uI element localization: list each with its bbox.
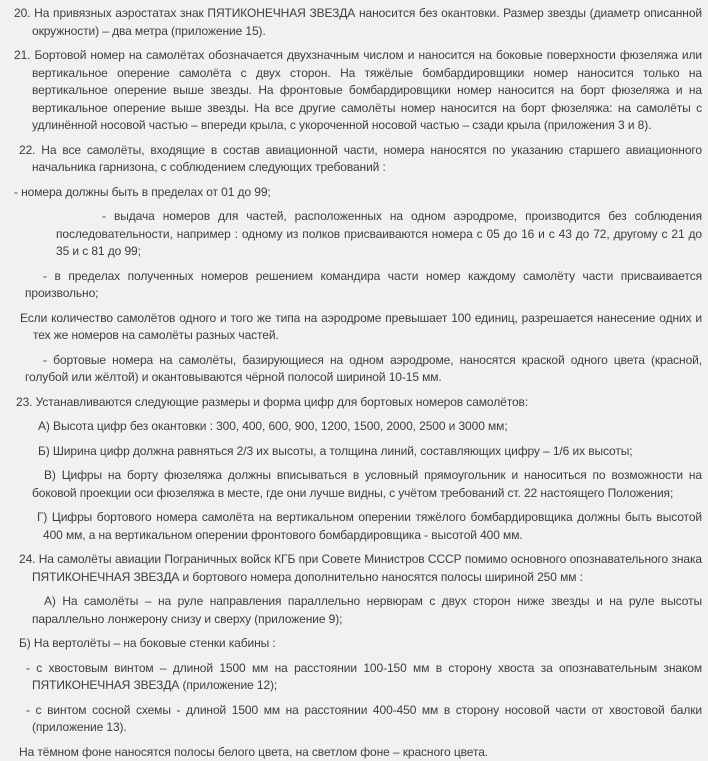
paragraph-item-23: 23. Устанавливаются следующие размеры и форма цифр для бортовых номеров самолётов: xyxy=(16,394,529,409)
paragraph-item-22-dash-1: - номера должны быть в пределах от 01 до 99; xyxy=(14,184,271,199)
paragraph-item-22-note: Если количество самолётов одного и того же типа на аэродроме превышает 100 единиц, разрешается нанесение одних и тех же номеров на самолёты разных частей. xyxy=(20,310,702,342)
paragraph-item-22: 22. На все самолёты, входящие в состав авиационной части, номера наносятся по указанию старшего авиационного начальника гарнизона, с соблюдением следующих требований : xyxy=(19,142,702,174)
paragraph-item-22-dash-2: - выдача номеров для частей, расположенных на одном аэродроме, производится без соблюдения последовательности, например : одному из полков присваиваются номера с 05 до 16 и с 43 до 72, другому с 21 до 35 и с 81 до 99; xyxy=(56,209,702,258)
paragraph-item-21: 21. Бортовой номер на самолётах обозначается двухзначным числом и наносится на боковые поверхности фюзеляжа или вертикальное оперение самолёта с двух сторон. На тяжёлые бомбардировщики номер наносится только на вертикальное оперение выше звезды. На фронтовые бомбардировщики номер наносится на борт фюзеляжа и на вертикальное оперение выше звезды. На все другие самолёты номер наносится на борт фюзеляжа: на самолёты с удлинённой носовой частью – впереди крыла, с укороченной носовой частью – сзади крыла (приложения 3 и 8). xyxy=(14,48,702,132)
paragraph-item-23-a: А) Высота цифр без окантовки : 300, 400, 600, 900, 1200, 1500, 2000, 2500 и 3000 мм; xyxy=(38,419,508,433)
paragraph-item-23-b: Б) Ширина цифр должна равняться 2/3 их высоты, а толщина линий, составляющих цифру – 1/6 их высоты; xyxy=(38,443,633,458)
paragraph-item-22-dash-3: - в пределах полученных номеров решением командира части номер каждому самолёту части присваивается произвольно; xyxy=(25,268,702,300)
paragraph-item-24-dash-1: - с хвостовым винтом – длиной 1500 мм на расстоянии 100-150 мм в сторону хвоста за опознавательным знаком ПЯТИКОНЕЧНАЯ ЗВЕЗДА (приложение 12); xyxy=(26,660,702,692)
paragraph-item-20: 20. На привязных аэростатах знак ПЯТИКОНЕЧНАЯ ЗВЕЗДА наносится без окантовки. Размер звезды (диаметр описанной окружности) – два метра (приложение 15). xyxy=(14,6,702,38)
paragraph-item-24-dash-2: - с винтом сосной схемы - длиной 1500 мм на расстоянии 400-450 мм в сторону носовой части от хвостовой балки (приложение 13). xyxy=(26,702,702,734)
paragraph-item-23-g: Г) Цифры бортового номера самолёта на вертикальном оперении тяжёлого бомбардировщика должны быть высотой 400 мм, а на вертикальном оперении фронтового бомбардировщика - высотой 400 мм. xyxy=(37,510,702,542)
paragraph-item-24: 24. На самолёты авиации Пограничных войск КГБ при Совете Министров СССР помимо основного опознавательного знака ПЯТИКОНЕЧНАЯ ЗВЕЗДА и бортового номера дополнительно наносятся полосы шириной 250 мм : xyxy=(19,552,702,584)
paragraph-item-24-a: А) На самолёты – на руле направления параллельно нервюрам с двух сторон ниже звезды и на руле высоты параллельно лонжерону снизу и сверху (приложение 9); xyxy=(32,594,702,626)
paragraph-item-22-dash-4: - бортовые номера на самолёты, базирующиеся на одном аэродроме, наносятся краской одного цвета (красной, голубой или жёлтой) и окантовываются чёрной полосой шириной 10-15 мм. xyxy=(25,352,702,384)
paragraph-item-24-b: Б) На вертолёты – на боковые стенки кабины : xyxy=(19,636,276,650)
paragraph-item-23-v: В) Цифры на борту фюзеляжа должны вписываться в условный прямоугольник и наноситься по возможности на боковой проекции оси фюзеляжа в месте, где они лучше видны, с учётом требований ст. 22 настоящего Положения; xyxy=(32,468,702,500)
paragraph-closing-note: На тёмном фоне наносятся полосы белого цвета, на светлом фоне – красного цвета. xyxy=(19,744,489,759)
